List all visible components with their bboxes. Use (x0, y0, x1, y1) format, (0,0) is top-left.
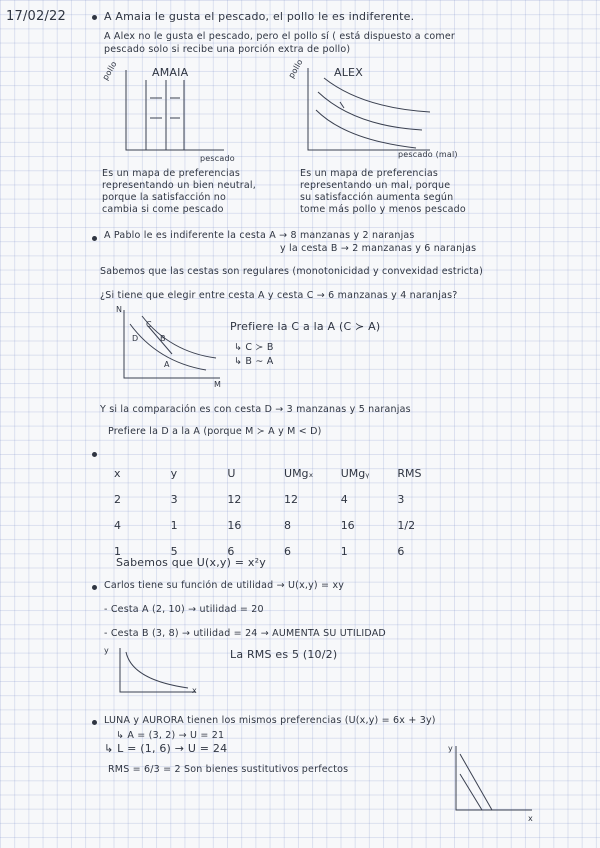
s2-line4: ¿Si tiene que elegir entre cesta A y cesta C → 6 manzanas y 4 naranjas? (100, 290, 458, 301)
pablo-graph (108, 306, 228, 386)
amaia-note: Es un mapa de preferencias representando un bien neutral, porque la satisfacción no cambia si come pescado (102, 168, 256, 215)
s3-rms: La RMS es 5 (10/2) (230, 648, 338, 661)
s1-line2: A Alex no le gusta el pescado, pero el pollo sí ( está dispuesto a comer (104, 31, 456, 42)
table-conclusion: Sabemos que U(x,y) = x²y (116, 556, 266, 569)
table-header: x y U UMgₓ UMgᵧ RMS (114, 466, 422, 480)
luna-xlabel: x (528, 814, 533, 823)
alex-ylabel: pollo (286, 57, 305, 80)
pablo-label-b: B (160, 334, 166, 343)
s2-line1: A Pablo le es indiferente la cesta A → 8 manzanas y 2 naranjas (104, 230, 415, 241)
utility-table (114, 460, 454, 564)
luna-ylabel: y (448, 744, 453, 753)
s1-line3: pescado solo si recibe una porción extra de pollo) (104, 44, 351, 55)
s2-answer-3: ↳ B ∼ A (234, 356, 274, 367)
s4-line1: LUNA y AURORA tienen los mismos preferencias (U(x,y) = 6x + 3y) (104, 715, 436, 726)
luna-aurora-graph (448, 744, 538, 822)
alex-xlabel: pescado (mal) (398, 150, 458, 159)
s3-line3: - Cesta B (3, 8) → utilidad = 24 → AUMENTA SU UTILIDAD (104, 628, 386, 639)
s3-line1: Carlos tiene su función de utilidad → U(x,y) = xy (104, 580, 345, 591)
table-row: 4 1 16 8 16 1/2 (114, 518, 416, 532)
s2-line3: Sabemos que las cestas son regulares (monotonicidad y convexidad estricta) (100, 266, 484, 277)
alex-graph (296, 60, 446, 160)
s2-answer-1: Prefiere la C a la A (C ≻ A) (230, 320, 381, 333)
bullet (92, 452, 97, 457)
bullet (92, 720, 97, 725)
s4-line4: RMS = 6/3 = 2 Son bienes sustitutivos perfectos (108, 764, 349, 775)
bullet (92, 585, 97, 590)
s2-line2: y la cesta B → 2 manzanas y 6 naranjas (280, 243, 477, 254)
table-row: 2 3 12 12 4 3 (114, 492, 405, 506)
amaia-xlabel: pescado (200, 154, 235, 163)
pablo-ylabel: N (116, 305, 123, 314)
table-row: 1 5 6 6 1 6 (114, 544, 405, 558)
alex-note: Es un mapa de preferencias representando un mal, porque su satisfacción aumenta según tome más pollo y menos pescado (300, 168, 466, 215)
s3-line2: - Cesta A (2, 10) → utilidad = 20 (104, 604, 264, 615)
s4-line3: ↳ L = (1, 6) → U = 24 (104, 742, 228, 755)
s2-line6: Prefiere la D a la A (porque M ≻ A y M < D) (108, 426, 322, 437)
carlos-graph (110, 646, 200, 698)
s1-line1: A Amaia le gusta el pescado, el pollo le es indiferente. (104, 10, 415, 23)
pablo-xlabel: M (214, 380, 222, 389)
pablo-label-d: D (132, 334, 139, 343)
amaia-ylabel: pollo (100, 59, 119, 82)
alex-title: ALEX (334, 66, 363, 79)
date: 17/02/22 (6, 9, 66, 24)
carlos-xlabel: x (192, 686, 197, 695)
pablo-label-c: C (146, 320, 152, 329)
bullet (92, 236, 97, 241)
bullet (92, 15, 97, 20)
amaia-title: AMAIA (152, 66, 189, 79)
s4-line2: ↳ A = (3, 2) → U = 21 (116, 730, 225, 741)
pablo-label-a: A (164, 360, 170, 369)
s2-answer-2: ↳ C ≻ B (234, 342, 274, 353)
s2-line5: Y si la comparación es con cesta D → 3 manzanas y 5 naranjas (100, 404, 411, 415)
carlos-ylabel: y (104, 646, 109, 655)
